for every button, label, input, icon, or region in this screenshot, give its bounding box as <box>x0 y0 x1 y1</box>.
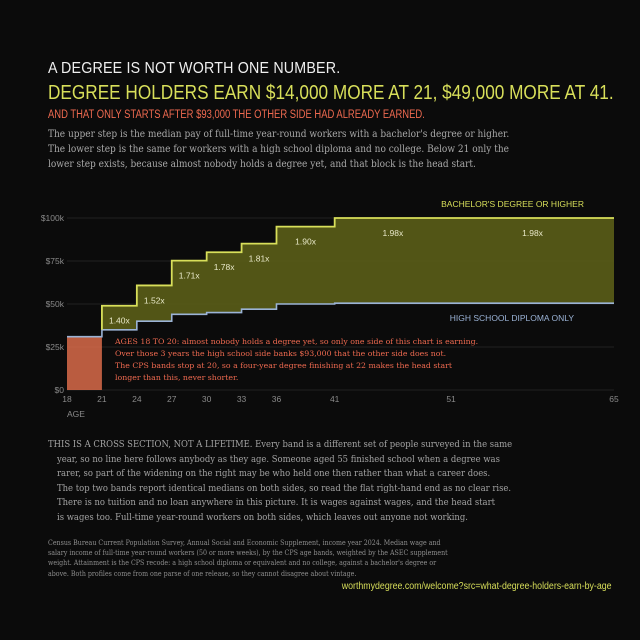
kicker-title: A DEGREE IS NOT WORTH ONE NUMBER. <box>48 60 341 77</box>
source-link[interactable]: worthmydegree.com/welcome?src=what-degree-holders-earn-by-age <box>342 581 612 592</box>
x-tick-label: 24 <box>132 394 142 404</box>
essay-line: There is no tuition and no loan anywhere in this picture. It is wages against wages, and the head start <box>57 497 496 509</box>
y-tick-label: $100k <box>40 213 64 223</box>
x-tick-label: 51 <box>446 394 456 404</box>
y-tick-label: $75k <box>45 256 64 266</box>
x-tick-label: 18 <box>62 394 72 404</box>
ratio-label: 1.71x <box>178 270 200 281</box>
ratio-label: 1.98x <box>522 228 543 238</box>
essay-line: year, so no line here follows anybody as they age. Someone aged 55 finished school when a degree was <box>57 453 500 465</box>
head-start-annotation-line <box>114 337 478 346</box>
intro-line: lower step exists, because almost nobody holds a degree yet, and that block is the head start. <box>48 159 476 170</box>
series-label-high-school: HIGH SCHOOL DIPLOMA ONLY <box>449 313 574 324</box>
essay-line: is wages too. Full-time year-round workers on both sides, which leaves out anyone not working. <box>57 511 468 523</box>
ratio-label: 1.98x <box>382 228 404 238</box>
head-start-block <box>67 337 102 390</box>
source-note <box>48 538 570 579</box>
annotation-lead: AGES 18 TO 20: almost nobody holds a degree yet, so only one side of this chart is earning. <box>115 337 479 346</box>
source-line: Census Bureau Current Population Survey, Annual Social and Economic Supplement, income year 2024. Median wage and <box>48 539 441 547</box>
x-tick-label: 30 <box>201 394 212 404</box>
ratio-label: 1.78x <box>213 262 235 273</box>
series-label-degree: BACHELOR'S DEGREE OR HIGHER <box>441 199 584 209</box>
x-axis-label: AGE <box>67 409 85 419</box>
source-line: above. Both profiles come from one parse of one release, so they cannot disagree about vintage. <box>48 569 357 578</box>
head-start-annotation-line: longer than this, never shorter. <box>115 373 239 382</box>
x-tick-label: 33 <box>236 394 247 404</box>
x-tick-label: 65 <box>609 394 619 404</box>
ratio-label: 1.90x <box>295 236 316 247</box>
ratio-label: 1.40x <box>108 315 130 326</box>
source-line: weight. Attainment is the CPS recode: a high school diploma or equivalent and no college, against a bachelor's degree or <box>48 559 437 568</box>
ratio-label: 1.52x <box>143 295 165 306</box>
source-line: salary income of full-time year-round workers (50 or more weeks), by the CPS age bands, weighted by the ASEC supplement <box>48 549 448 558</box>
y-tick-label: $50k <box>45 299 64 309</box>
essay-paragraph <box>48 438 588 526</box>
essay-line: rarer, so part of the widening on the right may be who held one then rather than what a career does. <box>57 468 491 480</box>
essay-line: THIS IS A CROSS SECTION, NOT A LIFETIME. Every band is a different set of people surveyed in the same <box>48 439 513 450</box>
intro-line: The upper step is the median pay of full-time year-round workers with a bachelor's degree or higher. <box>48 129 510 140</box>
intro-paragraph <box>48 127 588 172</box>
x-tick-label: 21 <box>97 394 107 404</box>
intro-line: The lower step is the same for workers with a high school diploma and no college. Below 21 only the <box>48 144 509 155</box>
subhead: AND THAT ONLY STARTS AFTER $93,000 THE OTHER SIDE HAD ALREADY EARNED. <box>48 109 425 121</box>
ratio-label: 1.81x <box>248 253 270 264</box>
x-tick-label: 27 <box>167 394 177 404</box>
x-tick-label: 41 <box>329 394 340 404</box>
earnings-step-chart <box>0 190 640 430</box>
essay-line: The top two bands report identical medians on both sides, so read the flat right-hand end as no clear rise. <box>57 482 512 494</box>
x-tick-label: 36 <box>271 394 282 404</box>
head-start-annotation-line: Over those 3 years the high school side banks $93,000 that the other side does not. <box>115 349 447 358</box>
headline: DEGREE HOLDERS EARN $14,000 MORE AT 21, $49,000 MORE AT 41. <box>48 82 614 104</box>
y-tick-label: $0 <box>54 385 64 395</box>
head-start-annotation-line: The CPS bands stop at 20, so a four-year degree finishing at 22 makes the head start <box>115 361 452 370</box>
y-tick-label: $25k <box>45 342 64 352</box>
